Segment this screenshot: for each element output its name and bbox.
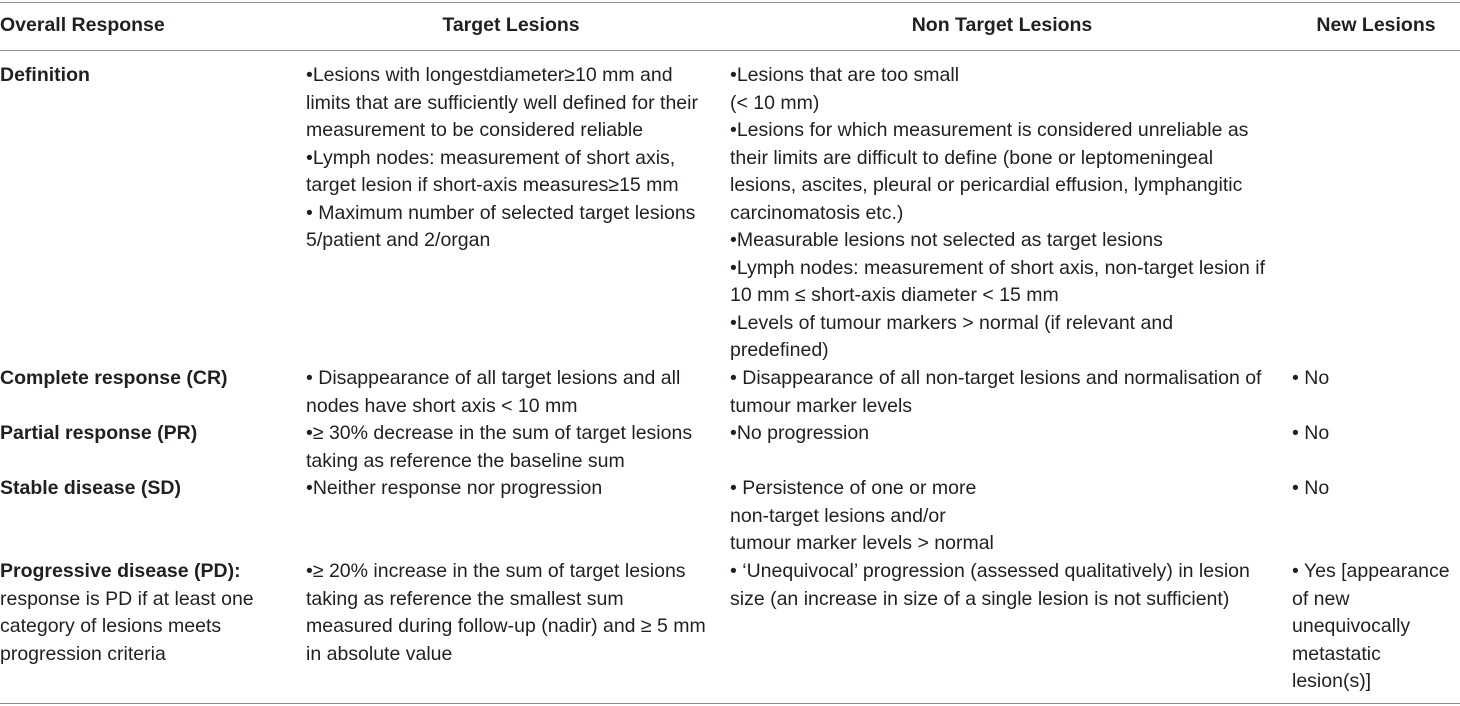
- row-label: [0, 558, 254, 668]
- header-new-lesions: New Lesions: [1316, 14, 1436, 36]
- cell-text-line: target lesion if short-axis measures≥15 mm: [306, 174, 679, 196]
- cell-text-line: • Disappearance of all non-target lesions and normalisation of: [730, 367, 1262, 389]
- cell-text-line: limits that are sufficiently well defined for their: [306, 91, 698, 114]
- non-target-lesions-cell: [730, 62, 1265, 365]
- cell-text-line: lesion(s)]: [1292, 670, 1372, 692]
- cell-text-line: • Maximum number of selected target lesions: [306, 201, 696, 224]
- cell-text-line: • Yes [appearance: [1292, 560, 1450, 582]
- new-lesions-cell: [1292, 475, 1329, 503]
- new-lesions-cell: [1292, 558, 1450, 696]
- cell-text-line: •≥ 20% increase in the sum of target lesions: [306, 560, 686, 582]
- row-label: [0, 365, 228, 393]
- cell-text-line: predefined): [730, 339, 829, 361]
- cell-text-line: 5/patient and 2/organ: [306, 229, 491, 251]
- cell-text-line: •No progression: [730, 422, 870, 444]
- cell-text-line: their limits are difficult to define (bone or leptomeningeal: [730, 146, 1214, 169]
- header-non-target-lesions: Non Target Lesions: [911, 14, 1093, 36]
- target-lesions-cell: [306, 62, 698, 255]
- row-label: [0, 475, 181, 503]
- row-label-title: Definition: [0, 64, 90, 86]
- cell-text-line: • ‘Unequivocal’ progression (assessed qualitatively) in lesion: [730, 560, 1250, 582]
- header-target-lesions: Target Lesions: [442, 14, 580, 36]
- non-target-lesions-cell: [730, 365, 1261, 420]
- row-label-title: Stable disease (SD): [0, 477, 181, 499]
- table-top-rule: [0, 2, 1460, 3]
- cell-text-line: •Lesions that are too small: [730, 64, 960, 86]
- row-label-title: Partial response (PR): [0, 422, 198, 444]
- cell-text-line: taking as reference the smallest sum: [306, 587, 624, 610]
- cell-text-line: measured during follow-up (nadir) and ≥ 5 mm: [306, 615, 706, 637]
- cell-text-line: • No: [1292, 367, 1330, 389]
- cell-text-line: •Lesions with longestdiameter≥10 mm and: [306, 64, 673, 86]
- cell-text-line: •≥ 30% decrease in the sum of target lesions: [306, 422, 693, 444]
- non-target-lesions-cell: [730, 475, 994, 558]
- row-label: [0, 62, 90, 90]
- cell-text-line: •Lymph nodes: measurement of short axis,: [306, 146, 676, 169]
- row-label-title: Complete response (CR): [0, 367, 228, 389]
- cell-text-line: •Levels of tumour markers > normal (if relevant and: [730, 311, 1174, 334]
- cell-text-line: unequivocally: [1292, 615, 1411, 637]
- cell-text-line: (< 10 mm): [730, 91, 820, 114]
- cell-text-line: •Measurable lesions not selected as target lesions: [730, 229, 1163, 251]
- non-target-lesions-cell: [730, 420, 869, 448]
- row-label-description-line: category of lesions meets: [0, 615, 222, 637]
- cell-text-line: nodes have short axis < 10 mm: [306, 394, 578, 417]
- header-overall-response: Overall Response: [0, 14, 165, 36]
- cell-text-line: • Persistence of one or more: [730, 477, 977, 499]
- target-lesions-cell: [306, 420, 692, 475]
- cell-text-line: 10 mm ≤ short-axis diameter < 15 mm: [730, 284, 1059, 306]
- row-label-title: Progressive disease (PD):: [0, 560, 241, 582]
- cell-text-line: of new: [1292, 587, 1350, 610]
- cell-text-line: metastatic: [1292, 642, 1381, 665]
- cell-text-line: measurement to be considered reliable: [306, 119, 644, 141]
- row-label: [0, 420, 197, 448]
- row-label-description-line: progression criteria: [0, 642, 166, 665]
- table-header-rule: [0, 50, 1460, 51]
- cell-text-line: tumour marker levels: [730, 394, 913, 417]
- cell-text-line: lesions, ascites, pleural or pericardial effusion, lymphangitic: [730, 174, 1243, 196]
- cell-text-line: •Neither response nor progression: [306, 477, 603, 499]
- cell-text-line: • No: [1292, 422, 1330, 444]
- cell-text-line: size (an increase in size of a single lesion is not sufficient): [730, 587, 1230, 610]
- cell-text-line: carcinomatosis etc.): [730, 201, 904, 224]
- new-lesions-cell: [1292, 420, 1329, 448]
- target-lesions-cell: [306, 475, 602, 503]
- cell-text-line: in absolute value: [306, 642, 453, 665]
- new-lesions-cell: [1292, 365, 1329, 393]
- cell-text-line: •Lymph nodes: measurement of short axis, non-target lesion if: [730, 256, 1266, 279]
- target-lesions-cell: [306, 558, 706, 668]
- cell-text-line: • No: [1292, 477, 1330, 499]
- cell-text-line: •Lesions for which measurement is considered unreliable as: [730, 119, 1249, 141]
- table-bottom-rule: [0, 703, 1460, 704]
- cell-text-line: non-target lesions and/or: [730, 504, 946, 527]
- row-label-description-line: response is PD if at least one: [0, 587, 254, 610]
- target-lesions-cell: [306, 365, 680, 420]
- cell-text-line: • Disappearance of all target lesions and all: [306, 367, 681, 389]
- cell-text-line: taking as reference the baseline sum: [306, 449, 625, 472]
- cell-text-line: tumour marker levels > normal: [730, 532, 994, 554]
- non-target-lesions-cell: [730, 558, 1250, 613]
